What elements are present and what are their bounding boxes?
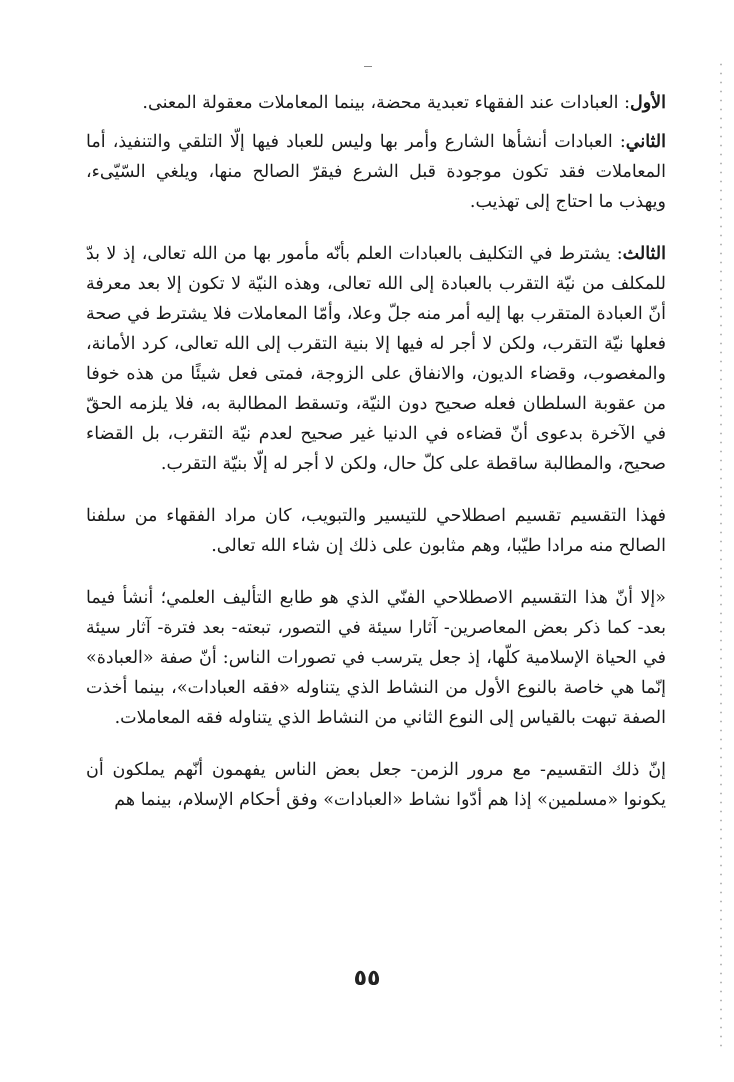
body-text [86, 88, 666, 815]
paragraph-lead: الثاني [625, 132, 666, 152]
page-edge-dots [720, 60, 722, 1050]
paragraph-text: : يشترط في التكليف بالعبادات العلم بأنّه مأمور بها من الله تعالى، إذ لا بدّ للمكلف من نيّة التقرب بالعبادة إلى الله تعالى، وهذه النيّة لا تكون إلا بعد معرفة أنّ العبادة المتقرب بها إليه أمر منه جلّ وعلا، وأمّا المعاملات فلا يشترط في صحة فعلها نيّة التقرب، ولكن لا أجر له فيها إلا بنية التقرب إلى الله تعالى، كرد الأمانة، والمغصوب، وقضاء الديون، والانفاق على الزوجة، فمتى فعل شيئًا من هذه خوفا من عقوبة السلطان فعله صحيح دون النيّة، وتسقط المطالبة به، فلا يلزمه الحقّ في الآخرة بدعوى أنّ قضاءه في الدنيا غير صحيح لعدم نيّة التقرب، بل القضاء صحيح، والمطالبة ساقطة على كلّ حال، ولكن لا أجر له إلّا بنيّة التقرب. [86, 244, 666, 474]
paragraph-text: : العبادات عند الفقهاء تعبدية محضة، بينما المعاملات معقولة المعنى. [142, 93, 630, 113]
page-number: ٥٥ [353, 966, 381, 991]
paragraph-text: فهذا التقسيم تقسيم اصطلاحي للتيسير والتبويب، كان مراد الفقهاء من سلفنا الصالح منه مرادا طيّبا، وهم مثابون على ذلك إن شاء الله تعالى. [86, 506, 666, 556]
paragraph-text: : العبادات أنشأها الشارع وأمر بها وليس للعباد فيها إلّا التلقي والتنفيذ، أما المعاملات فقد تكون موجودة قبل الشرع فيقرّ الصالح منها، ويلغي السّيّىء، ويهذب ما احتاج إلى تهذيب. [86, 132, 666, 212]
top-mark [364, 66, 372, 67]
paragraph-lead: الأول [629, 93, 666, 113]
paragraph-lead: الثالث [622, 244, 666, 264]
paragraph-text: «إلا أنّ هذا التقسيم الاصطلاحي الفنّي الذي هو طابع التأليف العلمي؛ أنشأ فيما بعد- كما ذكر بعض المعاصرين- آثارا سيئة في التصور، تبعته- بعد فترة- آثار سيئة في الحياة الإسلامية كلّها، إذ جعل يترسب في تصورات الناس: أنّ صفة «العبادة» إنّما هي خاصة بالنوع الأول من النشاط الذي يتناوله «فقه العبادات»، بينما أخذت الصفة تبهت بالقياس إلى النوع الثاني من النشاط الذي يتناوله فقه المعاملات. [86, 588, 666, 728]
paragraph-summary [86, 501, 666, 561]
paragraph-first [86, 88, 666, 118]
paragraph-second [86, 127, 666, 217]
paragraph-quote [86, 583, 666, 733]
paragraph-last [86, 755, 666, 815]
paragraph-text: إنّ ذلك التقسيم- مع مرور الزمن- جعل بعض الناس يفهمون أنّهم يملكون أن يكونوا «مسلمين» إذا هم أدّوا نشاط «العبادات» وفق أحكام الإسلام، بينما هم [86, 760, 666, 810]
paragraph-third [86, 239, 666, 479]
